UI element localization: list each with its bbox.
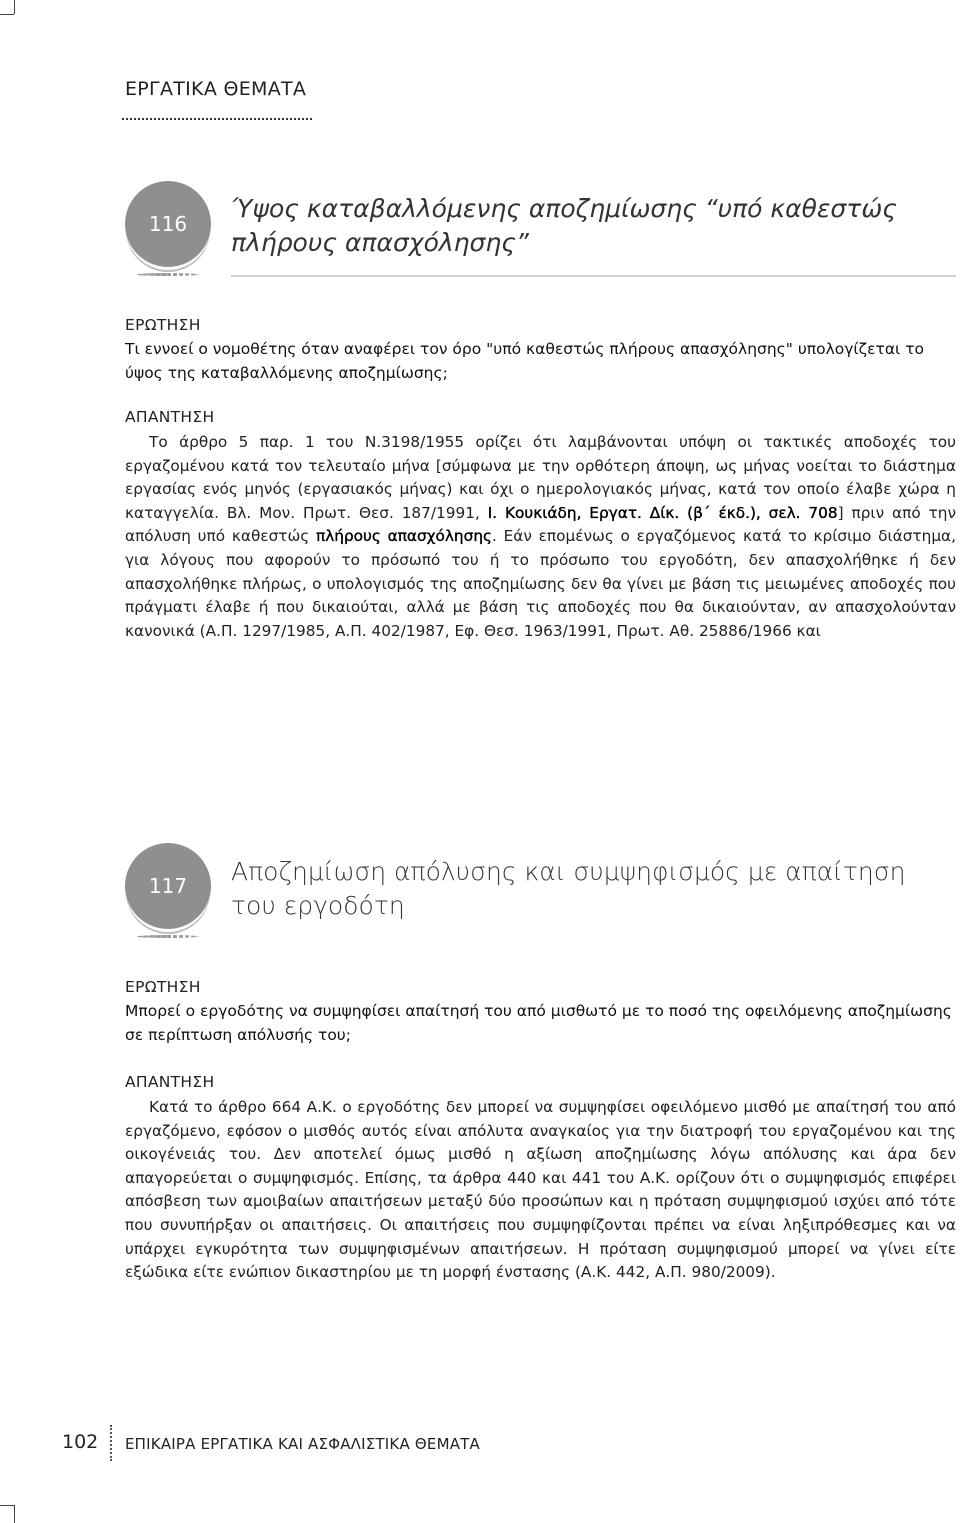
running-footer-title: ΕΠΙΚΑΙΡΑ ΕΡΓΑΤΙΚΑ ΚΑΙ ΑΣΦΑΛΙΣΤΙΚΑ ΘΕΜΑΤΑ bbox=[125, 1435, 480, 1453]
crop-mark-top-left-v bbox=[14, 0, 15, 14]
section-title: Ύψος καταβαλλόμενης αποζημίωσης “υπό καθεστώς πλήρους απασχόλησης” bbox=[231, 194, 897, 257]
answer-text: Κατά το άρθρο 664 Α.Κ. ο εργοδότης δεν μπορεί να συμψηφίσει οφειλόμενο μισθό με απαίτησή του από εργαζόμενο, εφόσον ο μισθός αυτός είναι απόλυτα αναγκαίος για την διατροφή του εργαζομένου και της οικογένειάς του. Δεν αποτελεί όμως μισθό η αξίωση αποζημίωσης λόγω απόλυσης και άρα δεν απαγορεύεται ο συμψηφισμός. Επίσης, τα άρθρα 440 και 441 του Α.Κ. ορίζουν ότι ο συμψηφισμός επιφέρει απόσβεση των αμοιβαίων απαιτήσεων μεταξύ δύο προσώπων και η πρόταση συμψηφισμού ισχύει από τότε που συνυπήρξαν οι απαιτήσεις. Οι απαιτήσεις που συμψηφίζονται πρέπει να είναι ληξιπρόθεσμες και να υπάρχει εγκυρότητα των συμψηφισμένων απαιτήσεων. Η πρόταση συμψηφισμού μπορεί να γίνει είτε εξώδικα είτε ενώπιον δικαστηρίου με τη μορφή ένστασης (Α.Κ. 442, Α.Π. 980/2009). bbox=[125, 1098, 956, 1282]
crop-mark-top-left-h bbox=[0, 14, 14, 15]
running-header-title: ΕΡΓΑΤΙΚΑ ΘΕΜΑΤΑ bbox=[125, 78, 307, 100]
page-number: 102 bbox=[62, 1431, 99, 1453]
answer-label: ΑΠΑΝΤΗΣΗ bbox=[125, 408, 215, 426]
answer-label: ΑΠΑΝΤΗΣΗ bbox=[125, 1073, 215, 1091]
footer-dotted-separator bbox=[110, 1425, 112, 1461]
question-number-badge: 116 bbox=[125, 181, 211, 267]
crop-mark-bottom-left-v bbox=[14, 1505, 15, 1523]
header-dotted-rule bbox=[122, 118, 312, 120]
question-label: ΕΡΩΤΗΣΗ bbox=[125, 978, 201, 996]
section-title-rule bbox=[231, 275, 956, 277]
crop-mark-bottom-left-h bbox=[0, 1505, 14, 1506]
question-label: ΕΡΩΤΗΣΗ bbox=[125, 316, 201, 334]
question-text: Τι εννοεί ο νομοθέτης όταν αναφέρει τον όρο "υπό καθεστώς πλήρους απασχόλησης" υπολογίζεται το ύψος της καταβαλλόμενης αποζημίωσης; bbox=[125, 340, 925, 382]
question-number-badge: 117 bbox=[125, 843, 211, 929]
answer-text: Το άρθρο 5 παρ. 1 του Ν.3198/1955 ορίζει ότι λαμβάνονται υπόψη οι τακτικές αποδοχές του εργαζομένου κατά τον τελευταίο μήνα [σύμφωνα με την ορθότερη άποψη, ως μήνας νοείται το διάστημα εργασίας ενός μηνός (εργασιακός μήνας) και όχι ο ημερολογιακός μήνας, κατά τον οποίο έλαβε χώρα η καταγγελία. Βλ. Μον. Πρωτ. Θεσ. 187/1991, Ι. Κουκιάδη, Εργατ. Δίκ. (β΄ έκδ.), σελ. 708] πριν από την απόλυση υπό καθεστώς πλήρους απασχόλησης. Εάν επομένως ο εργαζόμενος κατά το κρίσιμο διάστημα, για λόγους που αφορούν το πρόσωπό του ή το πρόσωπο του εργοδότη, δεν απασχολήθηκε ή δεν απασχολήθηκε πλήρως, ο υπολογισμός της αποζημίωσης δεν θα γίνει με βάση τις μειωμένες αποδοχές που πράγματι έλαβε ή που δικαιούται, αλλά με βάση τις αποδοχές που θα δικαιούνταν, αν απασχολούνταν κανονικά (Α.Π. 1297/1985, Α.Π. 402/1987, Εφ. Θεσ. 1963/1991, Πρωτ. Αθ. 25886/1966 και bbox=[125, 433, 957, 640]
section-title: Αποζημίωση απόλυσης και συμψηφισμός με απαίτηση του εργοδότη bbox=[231, 857, 906, 920]
question-text: Μπορεί ο εργοδότης να συμψηφίσει απαίτησή του από μισθωτό με το ποσό της οφειλόμενης αποζημίωσης σε περίπτωση απόλυσής του; bbox=[125, 1002, 952, 1044]
